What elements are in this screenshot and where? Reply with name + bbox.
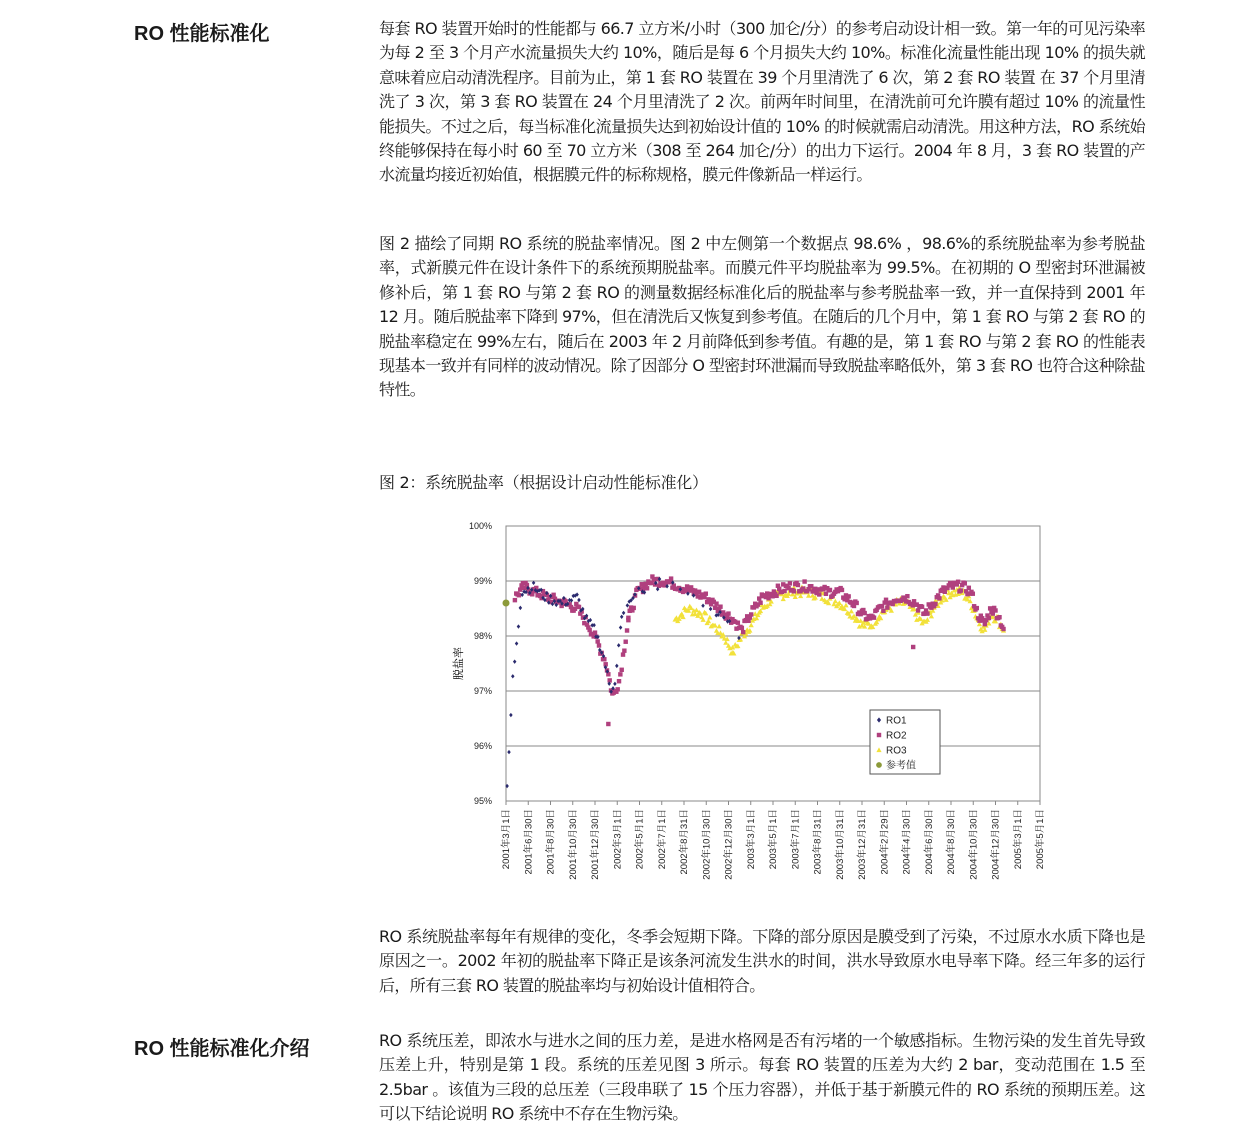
section-heading-ro-normalization: RO 性能标准化	[134, 23, 270, 45]
ro2-data-point	[606, 722, 610, 726]
chart-gridlines	[506, 526, 1040, 805]
ro1-data-point	[709, 607, 713, 611]
ro2-data-point	[621, 652, 625, 656]
ro2-data-point	[597, 643, 601, 647]
ro2-data-point	[802, 579, 806, 583]
ro1-data-point	[577, 598, 581, 602]
ro3-data-point	[717, 624, 722, 629]
y-tick-label: 97%	[473, 686, 492, 696]
ro2-data-point	[685, 584, 689, 588]
x-tick-label: 2002年12月30日	[723, 809, 735, 880]
ro2-data-point	[551, 593, 555, 597]
ro2-data-point	[623, 640, 627, 644]
x-tick-label: 2004年10月30日	[968, 809, 980, 880]
ro2-data-point	[782, 589, 786, 593]
y-tick-label: 98%	[473, 631, 492, 641]
legend-label: RO3	[886, 745, 907, 757]
ro2-data-point	[618, 672, 622, 676]
x-tick-label: 2004年6月30日	[923, 809, 935, 875]
legend-label: RO1	[886, 715, 907, 727]
ro1-data-point	[613, 682, 617, 686]
ro1-data-point	[620, 615, 624, 619]
ro1-data-point	[622, 611, 626, 615]
x-tick-label: 2002年10月30日	[701, 809, 713, 880]
ro1-data-point	[701, 604, 705, 608]
ro2-data-point	[615, 687, 619, 691]
ro2-data-point	[983, 622, 987, 626]
ro1-data-point	[626, 603, 630, 607]
plot-area-frame	[506, 526, 1040, 801]
ro2-data-point	[885, 605, 889, 609]
x-tick-label: 2004年8月30日	[946, 809, 957, 875]
x-tick-label: 2005年5月1日	[1035, 809, 1046, 870]
ro2-data-point	[714, 601, 718, 605]
ro2-data-point	[975, 606, 979, 610]
ro2-data-point	[788, 581, 792, 585]
ro2-data-point	[971, 592, 975, 596]
x-tick-label: 2002年3月1日	[612, 809, 624, 870]
x-tick-label: 2004年4月30日	[901, 809, 913, 875]
x-tick-label: 2003年10月31日	[834, 809, 846, 880]
y-tick-label: 100%	[468, 521, 492, 531]
paragraph-seasonal-variation: RO 系统脱盐率每年有规律的变化，冬季会短期下降。下降的部分原因是膜受到了污染，不过原水水质下降也是原因之一。2002 年初的脱盐率下降正是该条河流发生洪水的时间，洪水导致原水电导率下降。经三年多的运行后，所有三套 RO 装置的脱盐率均与初始设计值相符合。	[379, 927, 1145, 995]
figure-caption: 图 2：系统脱盐率（根据设计启动性能标准化）	[379, 473, 708, 492]
ro2-data-point	[632, 606, 636, 610]
ro2-data-point	[593, 630, 597, 634]
ro2-data-point	[625, 628, 629, 632]
ro1-data-point	[619, 625, 623, 629]
x-tick-label: 2003年8月31日	[812, 809, 824, 875]
ro1-data-point	[509, 713, 513, 717]
ro1-data-point	[517, 624, 521, 628]
x-tick-label: 2003年3月1日	[745, 809, 757, 870]
ro2-data-point	[956, 580, 960, 584]
ro2-data-point	[872, 615, 876, 619]
paragraph-pressure-drop: RO 系统压差，即浓水与进水之间的压力差，是进水格网是否有污堵的一个敏感指标。生物污染的发生首先导致压差上升，特别是第 1 段。系统的压差见图 3 所示。每套 RO 装置的压差为大约 2 bar，变动范围在 1.5 至 2.5bar 。该值为三段的总压差（三段串联了 15 个压力容器），并低于基于新膜元件的 RO 系统的预期压差。这可以下结论说明 RO 系统中不存在生物污染。	[379, 1031, 1145, 1124]
ro2-data-point	[937, 596, 941, 600]
ro2-data-point	[704, 591, 708, 595]
ro2-data-point	[595, 639, 599, 643]
ro1-data-point	[615, 664, 619, 668]
x-tick-label: 2004年12月30日	[990, 809, 1002, 880]
legend-marker	[877, 733, 881, 737]
x-tick-label: 2002年8月31日	[679, 809, 690, 875]
ro1-data-point	[507, 750, 511, 754]
ro2-data-point	[617, 679, 621, 683]
chart-x-tick-labels	[500, 809, 1046, 880]
ro2-data-point	[587, 628, 591, 632]
chart-legend	[870, 710, 940, 774]
paragraph-salt-rejection: 图 2 描绘了同期 RO 系统的脱盐率情况。图 2 中左侧第一个数据点 98.6% ，98.6%的系统脱盐率为参考脱盐率，式新膜元件在设计条件下的系统预期脱盐率。而膜元件平均脱盐率为 99.5%。在初期的 O 型密封环泄漏被修补后，第 1 套 RO 与第 2 套 RO 的测量数据经标准化后的脱盐率与参考脱盐率一致，并一直保持到 2001 年 12 月。随后脱盐率下降到 97%，但在清洗后又恢复到参考值。在随后的几个月中，第 1 套 RO 与第 2 套 RO 的脱盐率稳定在 99%左右，随后在 2003 年 2 月前降低到参考值。有趣的是，第 1 套 RO 与第 2 套 RO 的性能表现基本一致并有同样的波动情况。除了因部分 O 型密封环泄漏而导致脱盐率略低外，第 3 套 RO 也符合这种除盐特性。	[379, 234, 1145, 400]
legend-label: RO2	[886, 730, 907, 742]
ro2-data-point	[757, 596, 761, 600]
ro1-data-point	[519, 606, 523, 610]
ro2-data-point	[959, 588, 963, 592]
ro2-data-point	[766, 596, 770, 600]
ro2-data-point	[943, 590, 947, 594]
ro3-data-point	[679, 611, 684, 616]
x-tick-label: 2005年3月1日	[1012, 809, 1024, 870]
ro3-data-point	[833, 599, 838, 604]
ro2-data-point	[626, 616, 630, 620]
chart-y-tick-labels	[469, 521, 492, 806]
y-tick-label: 99%	[473, 576, 492, 586]
ro2-data-point	[925, 611, 929, 615]
ro2-data-point	[607, 678, 611, 682]
ro2-data-point	[987, 616, 991, 620]
ro2-data-point	[796, 583, 800, 587]
ro2-data-point	[997, 615, 1001, 619]
ro2-data-point	[993, 608, 997, 612]
ro2-data-point	[640, 582, 644, 586]
x-tick-label: 2004年2月29日	[879, 809, 891, 875]
ro2-data-point	[792, 589, 796, 593]
ro2-data-point	[817, 592, 821, 596]
x-tick-label: 2001年10月30日	[567, 809, 579, 880]
x-tick-label: 2003年7月1日	[790, 809, 802, 870]
ro2-data-point	[911, 645, 915, 649]
chart-y-axis-label: 脱盐率	[453, 647, 465, 680]
ro2-data-point	[718, 604, 722, 608]
x-tick-label: 2003年5月1日	[768, 809, 779, 870]
ro2-data-point	[854, 601, 858, 605]
y-tick-label: 96%	[473, 741, 492, 751]
x-tick-label: 2001年8月30日	[545, 809, 557, 875]
ro2-data-point	[988, 606, 992, 610]
ro2-data-point	[740, 626, 744, 630]
ro2-data-point	[967, 586, 971, 590]
x-tick-label: 2001年3月1日	[501, 809, 512, 870]
ro2-data-point	[1001, 627, 1005, 631]
y-tick-label: 95%	[473, 796, 492, 806]
ro2-data-point	[602, 657, 606, 661]
ro2-data-point	[758, 601, 762, 605]
ro2-data-point	[828, 588, 832, 592]
ro1-data-point	[515, 641, 519, 645]
ro2-data-point	[645, 586, 649, 590]
ro2-data-point	[669, 576, 673, 580]
ro2-data-point	[809, 584, 813, 588]
ro3-data-point	[707, 615, 712, 620]
x-tick-label: 2001年12月30日	[590, 809, 601, 880]
ro2-data-point	[846, 594, 850, 598]
ro2-data-point	[840, 588, 844, 592]
salt-rejection-chart	[440, 510, 1060, 890]
ro2-data-point	[905, 594, 909, 598]
reference-data-point	[502, 599, 509, 606]
legend-label: 参考值	[886, 760, 916, 772]
section-heading-ro-normalization-intro: RO 性能标准化介绍	[134, 1038, 310, 1060]
ro2-data-point	[577, 605, 581, 609]
ro2-data-point	[963, 581, 967, 585]
ro2-data-point	[513, 598, 517, 602]
ro2-data-point	[619, 668, 623, 672]
ro2-data-point	[736, 621, 740, 625]
x-tick-label: 2002年7月1日	[656, 809, 668, 870]
ro2-data-point	[517, 593, 521, 597]
paragraph-flow-performance: 每套 RO 装置开始时的性能都与 66.7 立方米/小时（300 加仑/分）的参考启动设计相一致。第一年的可见污染率为每 2 至 3 个月产水流量损失大约 10%，随后是每 6 个月损失大约 10%。标准化流量性能出现 10% 的损失就意味着应启动清洗程序。目前为止，第 1 套 RO 装置在 39 个月里清洗了 6 次，第 2 套 RO 装置 在 37 个月里清洗了 3 次，第 3 套 RO 装置在 24 个月里清洗了 2 次。前两年时间里，在清洗前可允许膜有超过 10% 的流量性能损失。不过之后，每当标准化流量损失达到初始设计值的 10% 的时候就需启动清洗。用这种方法，RO 系统始终能够保持在每小时 60 至 70 立方米（308 至 264 加仑/分）的出力下运行。2004 年 8 月，3 套 RO 装置的产水流量均接近初始值，根据膜元件的标称规格，膜元件像新品一样运行。	[379, 19, 1145, 185]
x-tick-label: 2002年5月1日	[634, 809, 646, 870]
ro2-data-point	[862, 611, 866, 615]
ro2-data-point	[933, 602, 937, 606]
x-tick-label: 2003年12月31日	[857, 809, 868, 880]
ro1-data-point	[617, 643, 621, 647]
ro2-data-point	[881, 609, 885, 613]
ro2-data-point	[749, 612, 753, 616]
ro1-data-point	[592, 623, 596, 627]
ro3-data-point	[849, 609, 854, 614]
legend-marker	[876, 762, 882, 768]
ro2-data-point	[920, 605, 924, 609]
ro2-data-point	[741, 630, 745, 634]
ro1-data-point	[511, 674, 515, 678]
ro3-data-point	[749, 623, 754, 628]
ro2-data-point	[726, 611, 730, 615]
ro2-data-point	[518, 587, 522, 591]
ro2-data-point	[774, 594, 778, 598]
x-tick-label: 2001年6月30日	[523, 809, 535, 875]
ro1-data-point	[513, 659, 517, 663]
ro2-data-point	[622, 648, 626, 652]
